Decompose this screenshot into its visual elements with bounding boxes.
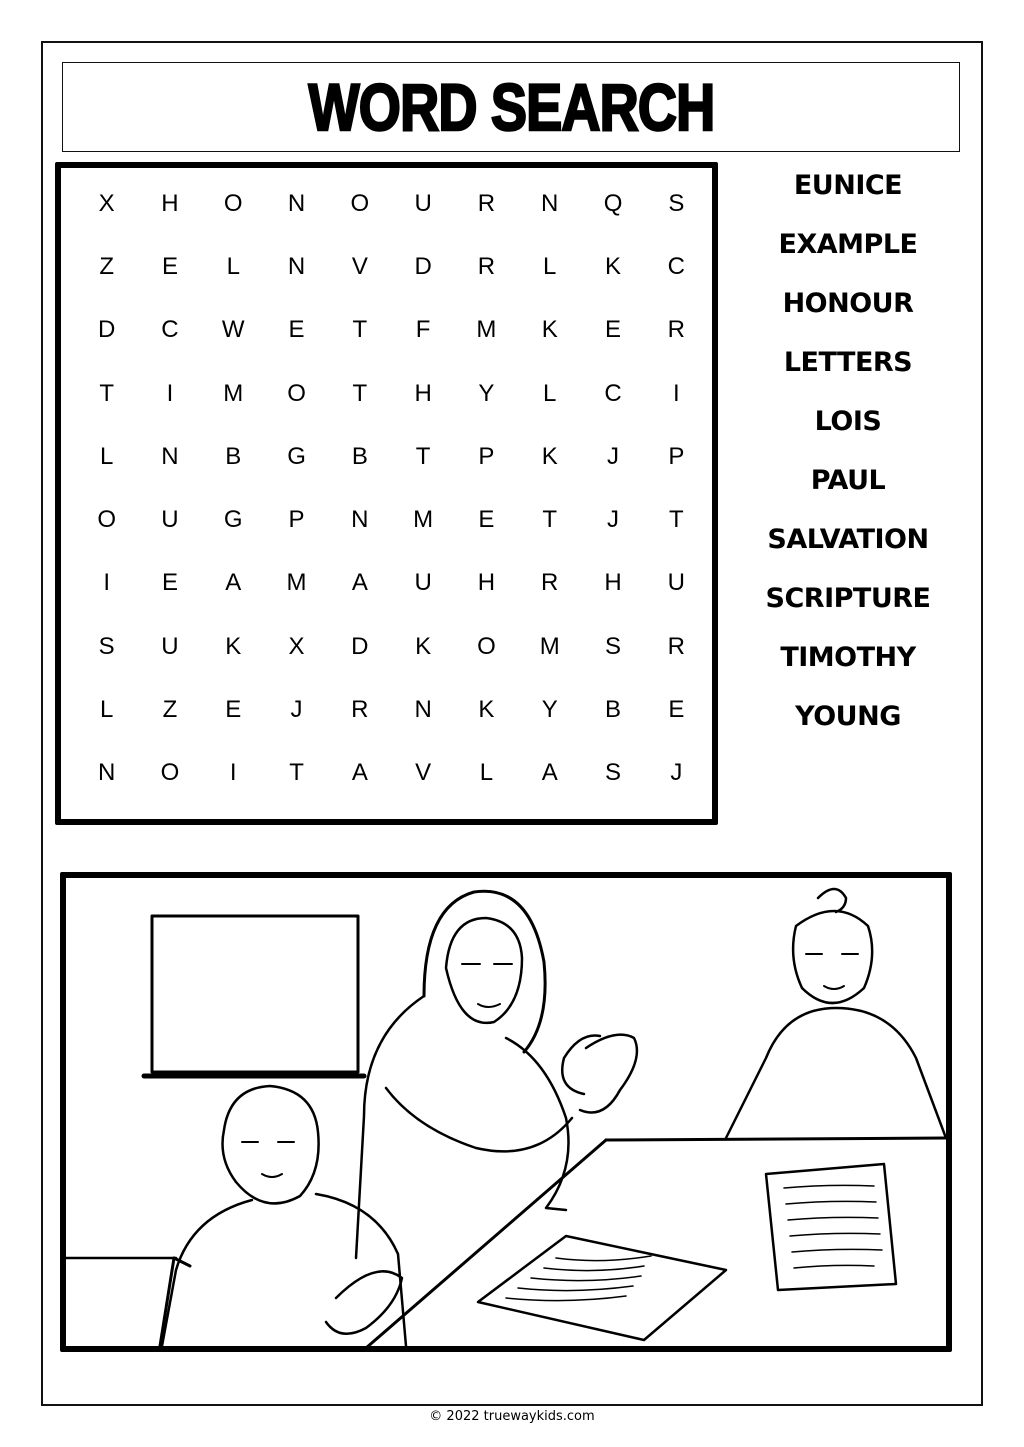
grid-letter: I bbox=[103, 569, 110, 597]
grid-letter: Y bbox=[541, 696, 558, 724]
word-search-grid bbox=[75, 186, 708, 819]
grid-letter: R bbox=[667, 632, 685, 660]
grid-letter: N bbox=[287, 252, 306, 280]
grid-letter: X bbox=[98, 189, 115, 217]
grid-letter: E bbox=[288, 316, 305, 344]
grid-letter: D bbox=[414, 252, 432, 280]
grid-letter: D bbox=[351, 632, 369, 660]
grid-letter: M bbox=[539, 632, 560, 660]
grid-letter: J bbox=[607, 442, 620, 470]
word-list-item: SCRIPTURE bbox=[765, 583, 931, 614]
grid-letter: I bbox=[166, 379, 174, 407]
grid-letter: U bbox=[414, 189, 432, 217]
grid-letter: O bbox=[350, 189, 370, 217]
grid-letter: M bbox=[286, 569, 307, 597]
copyright-footer: © 2022 truewaykids.com bbox=[429, 1409, 595, 1424]
grid-letter: J bbox=[290, 696, 303, 724]
illustration bbox=[60, 872, 952, 1352]
word-search-grid-box bbox=[55, 162, 718, 825]
grid-letter: V bbox=[415, 759, 432, 787]
grid-letter: J bbox=[670, 759, 683, 787]
grid-letter: S bbox=[668, 189, 685, 217]
grid-letter: N bbox=[414, 696, 432, 724]
title-box bbox=[62, 62, 960, 152]
word-list-item: HONOUR bbox=[782, 288, 914, 319]
word-list-item: TIMOTHY bbox=[780, 642, 916, 673]
grid-letter: T bbox=[352, 379, 368, 407]
grid-letter: S bbox=[605, 632, 622, 660]
word-list-item: SALVATION bbox=[767, 524, 929, 555]
grid-letter: C bbox=[604, 379, 622, 407]
grid-letter: T bbox=[289, 759, 304, 787]
grid-letter: C bbox=[161, 316, 179, 344]
grid-letter: T bbox=[668, 506, 684, 534]
grid-letter: A bbox=[351, 759, 368, 787]
grid-letter: K bbox=[605, 252, 622, 280]
grid-letter: L bbox=[99, 442, 114, 470]
grid-letter: L bbox=[99, 696, 114, 724]
grid-letter: T bbox=[415, 442, 431, 470]
grid-letter: O bbox=[287, 379, 306, 407]
grid-letter: R bbox=[351, 696, 369, 724]
grid-letter: M bbox=[413, 506, 434, 534]
grid-letter: P bbox=[478, 442, 495, 470]
grid-letter: G bbox=[287, 442, 306, 470]
grid-letter: T bbox=[99, 379, 114, 407]
grid-letter: P bbox=[288, 506, 305, 534]
grid-letter: E bbox=[225, 696, 242, 724]
grid-letter: E bbox=[161, 569, 178, 597]
grid-letter: U bbox=[667, 569, 685, 597]
grid-letter: P bbox=[668, 442, 685, 470]
grid-letter: O bbox=[97, 506, 116, 534]
word-list-item: LOIS bbox=[814, 406, 882, 437]
illustration-drawing bbox=[66, 878, 946, 1346]
grid-letter: M bbox=[476, 316, 497, 344]
grid-letter: M bbox=[223, 379, 244, 407]
grid-letter: R bbox=[667, 316, 685, 344]
grid-letter: K bbox=[415, 632, 432, 660]
grid-letter: N bbox=[541, 189, 559, 217]
grid-letter: N bbox=[351, 506, 369, 534]
grid-letter: A bbox=[225, 569, 242, 597]
grid-letter: C bbox=[667, 252, 685, 280]
grid-letter: O bbox=[160, 759, 180, 787]
grid-letter: N bbox=[287, 189, 306, 217]
grid-letter: V bbox=[351, 252, 368, 280]
grid-letter: B bbox=[605, 696, 622, 724]
grid-letter: K bbox=[541, 316, 558, 344]
grid-letter: E bbox=[668, 696, 685, 724]
grid-letter: T bbox=[352, 316, 368, 344]
grid-letter: Z bbox=[99, 252, 114, 280]
grid-letter: R bbox=[477, 252, 496, 280]
grid-letter: R bbox=[477, 189, 496, 217]
grid-letter: D bbox=[97, 316, 116, 344]
grid-letter: H bbox=[477, 569, 496, 597]
grid-letter: E bbox=[605, 316, 622, 344]
grid-letter: Y bbox=[478, 379, 495, 407]
grid-letter: U bbox=[414, 569, 432, 597]
word-list-item: EUNICE bbox=[793, 170, 903, 201]
grid-letter: R bbox=[541, 569, 559, 597]
grid-letter: B bbox=[225, 442, 242, 470]
grid-letter: L bbox=[543, 379, 557, 407]
word-list-item: PAUL bbox=[810, 465, 886, 496]
grid-letter: J bbox=[607, 506, 620, 534]
grid-letter: E bbox=[478, 506, 495, 534]
grid-letter: O bbox=[477, 632, 496, 660]
word-list-item: LETTERS bbox=[783, 347, 913, 378]
word-list bbox=[740, 170, 956, 760]
grid-letter: T bbox=[542, 506, 558, 534]
grid-letter: K bbox=[225, 632, 242, 660]
grid-letter: E bbox=[161, 252, 178, 280]
grid-letter: N bbox=[161, 442, 179, 470]
grid-letter: Z bbox=[162, 696, 178, 724]
word-list-item: YOUNG bbox=[795, 701, 901, 732]
grid-letter: H bbox=[414, 379, 432, 407]
grid-letter: I bbox=[672, 379, 680, 407]
grid-letter: O bbox=[223, 189, 243, 217]
grid-letter: G bbox=[223, 506, 243, 534]
grid-letter: K bbox=[541, 442, 558, 470]
grid-letter: W bbox=[221, 316, 245, 344]
grid-letter: U bbox=[161, 632, 179, 660]
grid-letter: A bbox=[541, 759, 558, 787]
grid-letter: H bbox=[161, 189, 179, 217]
grid-letter: X bbox=[288, 632, 305, 660]
grid-letter: S bbox=[605, 759, 622, 787]
grid-letter: K bbox=[478, 696, 495, 724]
grid-letter: L bbox=[226, 252, 240, 280]
grid-letter: I bbox=[229, 759, 237, 787]
grid-letter: H bbox=[604, 569, 622, 597]
grid-letter: N bbox=[97, 759, 116, 787]
grid-letter: S bbox=[98, 632, 115, 660]
word-list-item: EXAMPLE bbox=[778, 229, 918, 260]
grid-letter: L bbox=[543, 252, 557, 280]
grid-letter: U bbox=[161, 506, 179, 534]
grid-letter: Q bbox=[603, 189, 623, 217]
grid-letter: B bbox=[351, 442, 368, 470]
grid-letter: F bbox=[415, 316, 431, 344]
grid-letter: A bbox=[351, 569, 368, 597]
grid-letter: L bbox=[479, 759, 494, 787]
page-title: WORD SEARCH bbox=[308, 70, 714, 144]
